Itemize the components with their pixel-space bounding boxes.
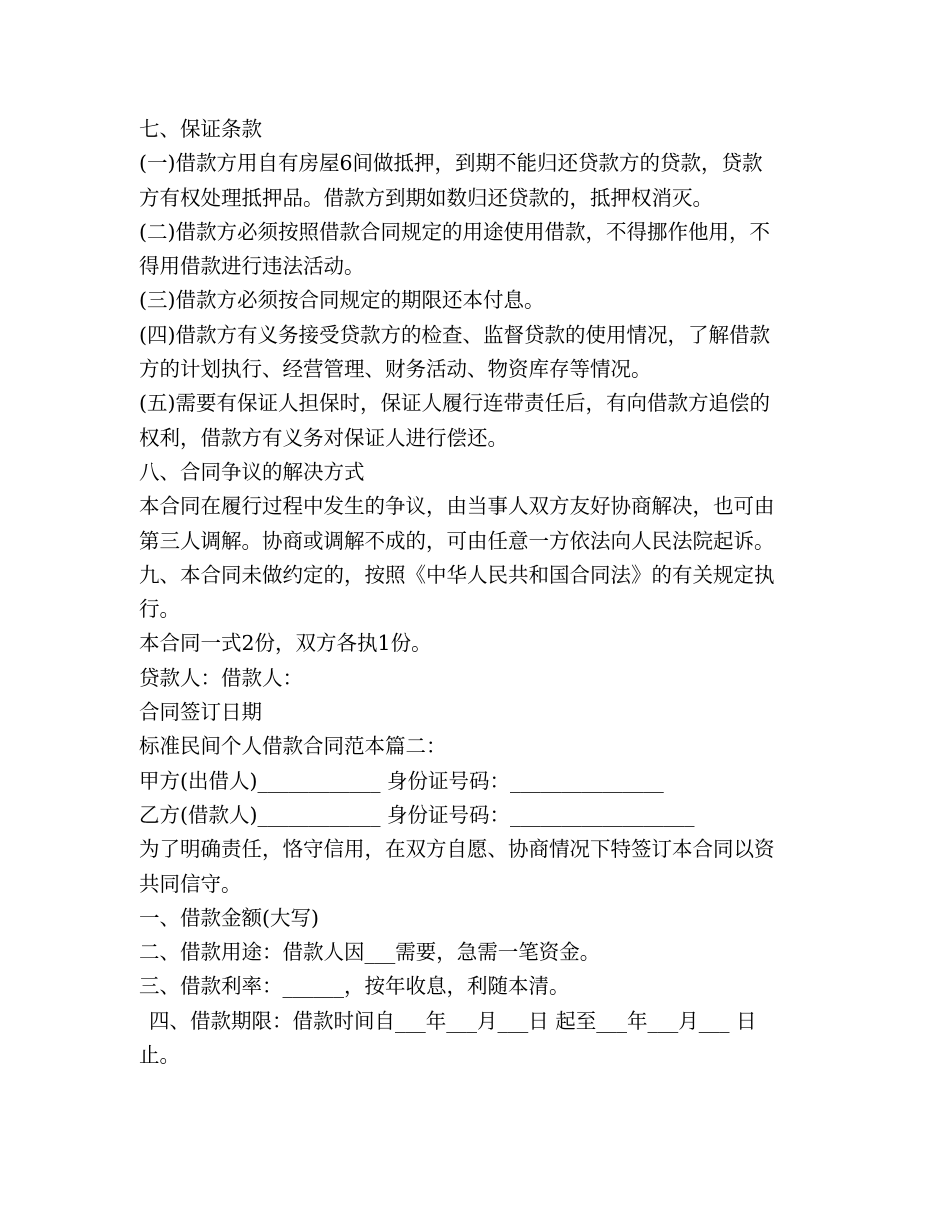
clause-2-line-1: (二)借款方必须按照借款合同规定的用途使用借款，不得挪作他用，不 xyxy=(139,219,770,244)
party-a-line: 甲方(出借人)____________ 身份证号码：_______________ xyxy=(139,768,664,793)
section-heading-dispute: 八、合同争议的解决方式 xyxy=(139,459,365,484)
clause-5-line-2: 权利，借款方有义务对保证人进行偿还。 xyxy=(139,425,508,450)
dispute-line-2: 第三人调解。协商或调解不成的，可由任意一方依法向人民法院起诉。 xyxy=(139,528,775,553)
clause-1-line-2: 方有权处理抵押品。借款方到期如数归还贷款的，抵押权消灭。 xyxy=(139,185,713,210)
preamble-line-1: 为了明确责任，恪守信用，在双方自愿、协商情况下特签订本合同以资 xyxy=(139,837,775,862)
loan-amount-line: 一、借款金额(大写) xyxy=(139,905,319,930)
section-nine-line-1: 九、本合同未做约定的，按照《中华人民共和国合同法》的有关规定执 xyxy=(139,562,775,587)
loan-purpose-line: 二、借款用途：借款人因___需要，急需一笔资金。 xyxy=(139,940,601,965)
section-nine-line-2: 行。 xyxy=(139,597,180,622)
section-heading-guarantee: 七、保证条款 xyxy=(139,117,262,141)
clause-4-line-1: (四)借款方有义务接受贷款方的检查、监督贷款的使用情况，了解借款 xyxy=(139,322,770,347)
clause-5-line-1: (五)需要有保证人担保时，保证人履行连带责任后，有向借款方追偿的 xyxy=(139,391,770,416)
signatories-line: 贷款人：借款人： xyxy=(139,665,303,690)
party-b-line: 乙方(借款人)____________ 身份证号码：__________________ xyxy=(139,802,695,827)
signing-date-line: 合同签订日期 xyxy=(139,700,262,725)
dispute-line-1: 本合同在履行过程中发生的争议，由当事人双方友好协商解决，也可由 xyxy=(139,494,775,519)
copies-statement: 本合同一式2份，双方各执1份。 xyxy=(139,631,432,656)
template-two-heading: 标准民间个人借款合同范本篇二： xyxy=(139,734,447,759)
preamble-line-2: 共同信守。 xyxy=(139,871,242,896)
loan-term-line-1: 四、借款期限：借款时间自___年___月___日 起至___年___月___ 日 xyxy=(149,1008,757,1033)
loan-term-line-2: 止。 xyxy=(139,1043,180,1068)
clause-3-line-1: (三)借款方必须按合同规定的期限还本付息。 xyxy=(139,288,545,313)
clause-1-line-1: (一)借款方用自有房屋6间做抵押，到期不能归还贷款方的贷款，贷款 xyxy=(139,151,763,176)
loan-rate-line: 三、借款利率：______，按年收息，利随本清。 xyxy=(139,974,570,999)
clause-4-line-2: 方的计划执行、经营管理、财务活动、物资库存等情况。 xyxy=(139,357,652,382)
document-page xyxy=(139,112,819,1072)
clause-2-line-2: 得用借款进行违法活动。 xyxy=(139,254,365,279)
